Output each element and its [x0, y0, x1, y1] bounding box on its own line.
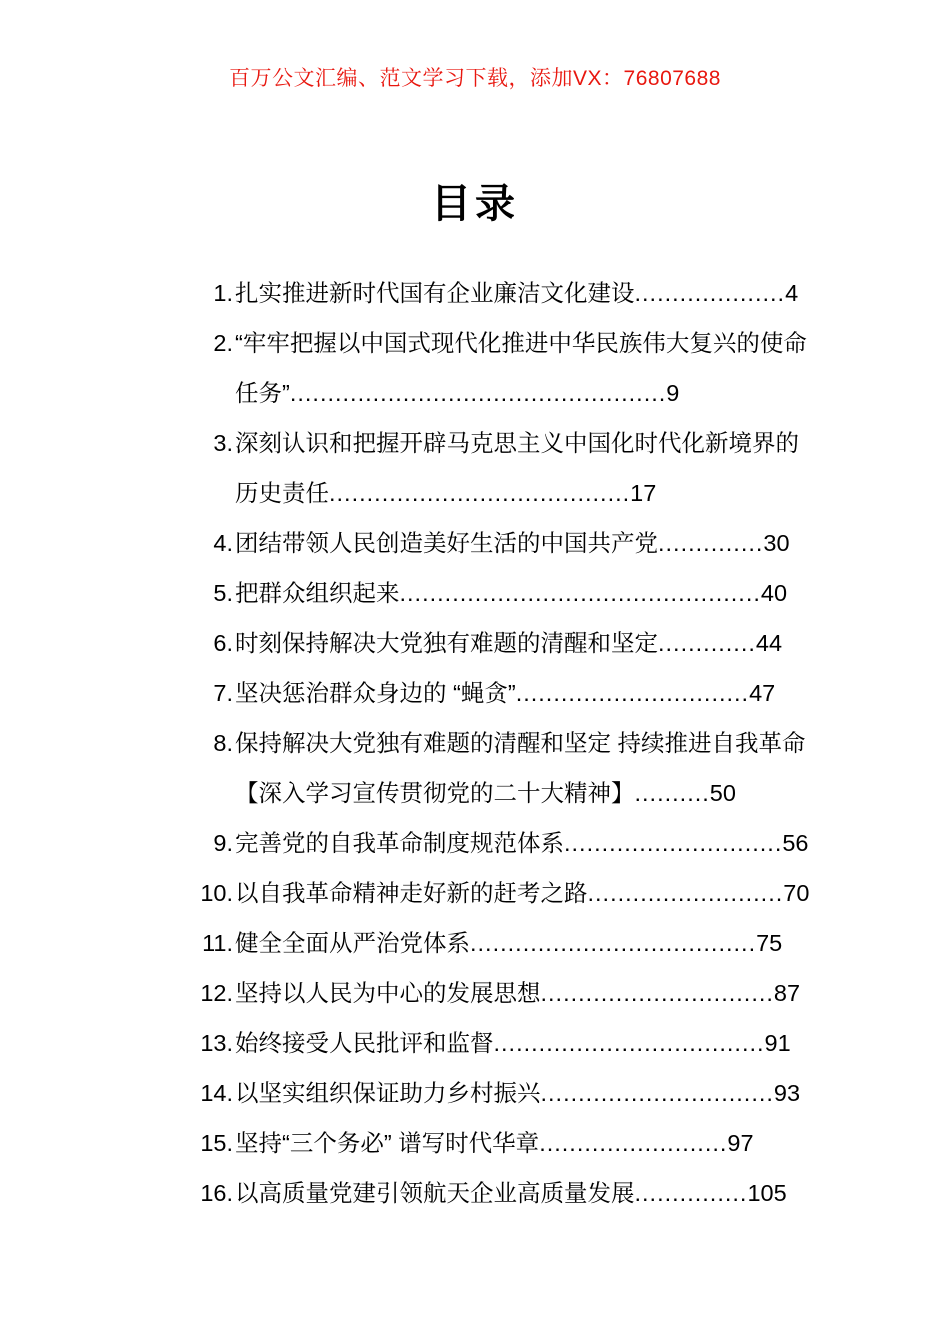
- toc-entry-title: 坚持“三个务必” 谱写时代华章: [235, 1130, 540, 1156]
- toc-entry-number: 15.: [200, 1130, 233, 1156]
- toc-entry[interactable]: [195, 518, 815, 568]
- toc-entry-title: 保持解决大党独有难题的清醒和坚定 持续推进自我革命【深入学习宣传贯彻党的二十大精神】: [235, 730, 806, 806]
- toc-entry-page-number: 30: [763, 530, 790, 556]
- toc-entry-title: 完善党的自我革命制度规范体系: [235, 830, 564, 856]
- toc-entry-leader: ......................................: [470, 930, 757, 956]
- toc-entry-leader: ................................................: [399, 580, 761, 606]
- toc-entry-body: [235, 718, 815, 818]
- toc-entry[interactable]: [195, 968, 815, 1018]
- toc-entry-leader: ..........: [634, 780, 710, 806]
- toc-entry-number: 6.: [213, 630, 233, 656]
- toc-entry-number: 2.: [213, 330, 233, 356]
- toc-entry-title: 时刻保持解决大党独有难题的清醒和坚定: [235, 630, 658, 656]
- toc-entry-page-number: 105: [747, 1180, 787, 1206]
- toc-entry[interactable]: [195, 268, 815, 318]
- watermark-text: 百万公文汇编、范文学习下载，添加VX：76807688: [229, 67, 721, 90]
- toc-entry-body: [235, 568, 815, 618]
- toc-entry-leader: ........................................: [329, 480, 631, 506]
- toc-entry-page-number: 87: [773, 980, 801, 1006]
- toc-entry-leader: ...............................: [515, 680, 750, 706]
- toc-entry[interactable]: [195, 618, 815, 668]
- toc-entry-page-number: 97: [727, 1130, 754, 1156]
- toc-entry-body: [235, 268, 815, 318]
- toc-entry-body: [235, 968, 815, 1018]
- toc-entry-page-number: 4: [785, 280, 799, 306]
- toc-entry-leader: ....................................: [493, 1030, 765, 1056]
- toc-entry-leader: ...............: [634, 1180, 748, 1206]
- toc-entry[interactable]: [195, 568, 815, 618]
- toc-entry-title: 以坚实组织保证助力乡村振兴: [235, 1080, 541, 1106]
- toc-entry-leader: ..........................: [587, 880, 784, 906]
- toc-entry-number: 10.: [200, 880, 233, 906]
- toc-entry-page-number: 93: [773, 1080, 801, 1106]
- toc-entry-page-number: 9: [666, 380, 680, 406]
- toc-entry[interactable]: [195, 718, 815, 818]
- toc-entry-page-number: 50: [709, 780, 736, 806]
- toc-entry-body: [235, 318, 815, 418]
- toc-entry-leader: .............: [658, 630, 756, 656]
- toc-entry-leader: ....................: [634, 280, 786, 306]
- toc-entry-body: [235, 1018, 815, 1068]
- toc-entry-number: 13.: [200, 1030, 233, 1056]
- toc-entry-number: 4.: [213, 530, 233, 556]
- toc-entry-leader: ...............................: [540, 1080, 774, 1106]
- toc-entry-body: [235, 1068, 815, 1118]
- toc-entry-title: “牢牢把握以中国式现代化推进中华民族伟大复兴的使命任务”: [235, 330, 807, 406]
- toc-entry-page-number: 40: [760, 580, 788, 606]
- toc-entry-number: 11.: [202, 930, 233, 956]
- toc-entry[interactable]: [195, 318, 815, 418]
- toc-entry[interactable]: [195, 1068, 815, 1118]
- toc-entry-leader: ...............................: [540, 980, 774, 1006]
- toc-entry-number: 5.: [213, 580, 233, 606]
- toc-entry-body: [235, 668, 815, 718]
- toc-entry-page-number: 75: [756, 930, 783, 956]
- toc-entry[interactable]: [195, 868, 815, 918]
- toc-entry[interactable]: [195, 1018, 815, 1068]
- toc-entry-page-number: 44: [755, 630, 783, 656]
- page-title: 目录: [431, 182, 519, 226]
- toc-entry[interactable]: [195, 1168, 815, 1218]
- toc-entry-number: 8.: [213, 730, 233, 756]
- toc-entry-title: 坚持以人民为中心的发展思想: [235, 980, 541, 1006]
- toc-entry[interactable]: [195, 818, 815, 868]
- toc-entry-title: 把群众组织起来: [235, 580, 400, 606]
- toc-entry-page-number: 91: [764, 1030, 791, 1056]
- toc-entry-number: 16.: [200, 1180, 233, 1206]
- toc-entry-page-number: 56: [782, 830, 809, 856]
- toc-entry[interactable]: [195, 918, 815, 968]
- toc-entry-body: [235, 918, 815, 968]
- toc-entry[interactable]: [195, 668, 815, 718]
- toc-entry-body: [235, 418, 815, 518]
- toc-entry-number: 1.: [213, 280, 233, 306]
- toc-entry-body: [235, 518, 815, 568]
- toc-entry-page-number: 17: [630, 480, 657, 506]
- toc-entry-number: 9.: [213, 830, 233, 856]
- table-of-contents: [195, 268, 815, 1218]
- toc-entry-title: 团结带领人民创造美好生活的中国共产党: [235, 530, 658, 556]
- toc-entry-leader: ..............: [658, 530, 764, 556]
- toc-entry-title: 以自我革命精神走好新的赶考之路: [235, 880, 588, 906]
- toc-entry-page-number: 70: [783, 880, 810, 906]
- toc-entry-body: [235, 868, 815, 918]
- toc-entry-title: 以高质量党建引领航天企业高质量发展: [235, 1180, 635, 1206]
- toc-entry-title: 扎实推进新时代国有企业廉洁文化建设: [235, 280, 635, 306]
- toc-entry-body: [235, 1168, 815, 1218]
- toc-entry[interactable]: [195, 1118, 815, 1168]
- toc-entry-title: 坚决惩治群众身边的 “蝇贪”: [235, 680, 516, 706]
- toc-entry-page-number: 47: [749, 680, 776, 706]
- toc-entry-number: 14.: [200, 1080, 233, 1106]
- toc-entry[interactable]: [195, 418, 815, 518]
- toc-entry-title: 深刻认识和把握开辟马克思主义中国化时代化新境界的历史责任: [235, 430, 799, 506]
- toc-entry-leader: .............................: [564, 830, 783, 856]
- toc-entry-title: 始终接受人民批评和监督: [235, 1030, 494, 1056]
- toc-entry-body: [235, 818, 815, 868]
- toc-entry-leader: ..................................................: [289, 380, 667, 406]
- toc-entry-title: 健全全面从严治党体系: [235, 930, 470, 956]
- toc-entry-leader: .........................: [539, 1130, 728, 1156]
- toc-entry-body: [235, 618, 815, 668]
- toc-entry-body: [235, 1118, 815, 1168]
- toc-entry-number: 3.: [213, 430, 233, 456]
- toc-entry-number: 12.: [200, 980, 233, 1006]
- toc-entry-number: 7.: [213, 680, 233, 706]
